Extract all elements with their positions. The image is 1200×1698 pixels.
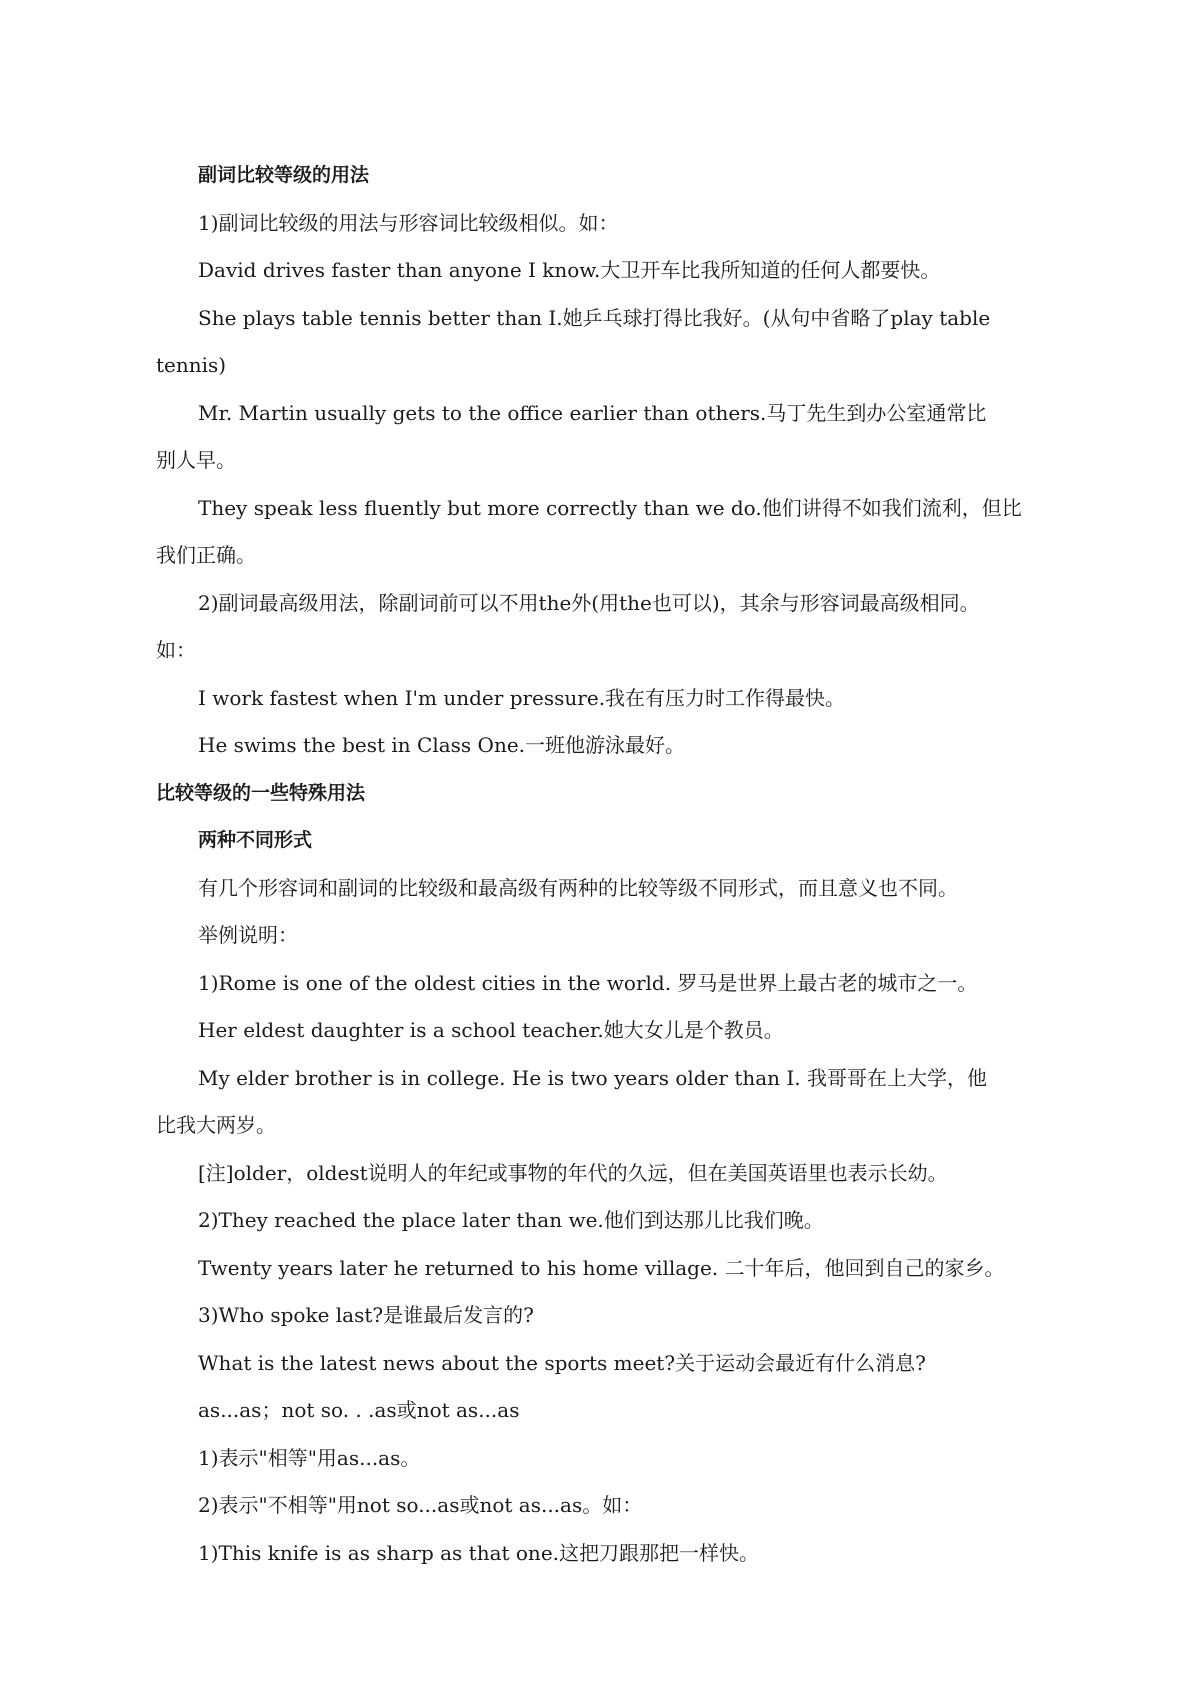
paragraph-line: 1)副词比较级的用法与形容词比较级相似。如： bbox=[198, 210, 619, 235]
example-line: 3)Who spoke last?是谁最后发言的? bbox=[198, 1303, 534, 1327]
paragraph-line: 2)表示"不相等"用not so...as或not as...as。如： bbox=[198, 1493, 643, 1517]
document-body bbox=[156, 152, 1056, 1577]
example-line: Twenty years later he returned to his home village. 二十年后，他回到自己的家乡。 bbox=[198, 1255, 1005, 1280]
paragraph-line-continued: 如： bbox=[156, 638, 196, 662]
subsection-heading-two-forms: 两种不同形式 bbox=[198, 829, 313, 851]
example-line: What is the latest news about the sports meet?关于运动会最近有什么消息? bbox=[198, 1350, 926, 1375]
example-line-continued: tennis) bbox=[156, 353, 227, 377]
example-line: 2)They reached the place later than we.他们到达那儿比我们晚。 bbox=[198, 1208, 824, 1232]
example-line: I work fastest when I'm under pressure.我在有压力时工作得最快。 bbox=[198, 685, 846, 710]
example-line: My elder brother is in college. He is two years older than I. 我哥哥在上大学，他 bbox=[198, 1065, 988, 1090]
example-line: They speak less fluently but more correctly than we do.他们讲得不如我们流利，但比 bbox=[198, 495, 1022, 520]
example-line: She plays table tennis better than I.她乒乓球打得比我好。(从句中省略了play table bbox=[198, 305, 991, 330]
example-line: David drives faster than anyone I know.大卫开车比我所知道的任何人都要快。 bbox=[198, 258, 941, 282]
example-line-continued: 我们正确。 bbox=[156, 543, 256, 567]
section-heading-special-usage: 比较等级的一些特殊用法 bbox=[156, 781, 366, 804]
example-line: He swims the best in Class One.一班他游泳最好。 bbox=[198, 733, 686, 757]
note-line: [注]older，oldest说明人的年纪或事物的年代的久远，但在美国英语里也表示长幼。 bbox=[198, 1160, 948, 1185]
paragraph-line: 2)副词最高级用法，除副词前可以不用the外(用the也可以)，其余与形容词最高级相同。 bbox=[198, 590, 980, 615]
paragraph-line: 举例说明： bbox=[198, 923, 298, 947]
example-line: Mr. Martin usually gets to the office earlier than others.马丁先生到办公室通常比 bbox=[198, 400, 987, 425]
example-line: 1)This knife is as sharp as that one.这把刀跟那把一样快。 bbox=[198, 1540, 760, 1565]
example-line: Her eldest daughter is a school teacher.她大女儿是个教员。 bbox=[198, 1018, 784, 1042]
paragraph-line: 有几个形容词和副词的比较级和最高级有两种的比较等级不同形式，而且意义也不同。 bbox=[198, 875, 958, 900]
example-line-continued: 比我大两岁。 bbox=[156, 1113, 276, 1137]
paragraph-line: 1)表示"相等"用as...as。 bbox=[198, 1445, 421, 1470]
section-heading-adverb-comparison: 副词比较等级的用法 bbox=[198, 164, 370, 186]
paragraph-line: as...as；not so. . .as或not as...as bbox=[198, 1398, 520, 1422]
example-line: 1)Rome is one of the oldest cities in the world. 罗马是世界上最古老的城市之一。 bbox=[198, 970, 978, 995]
example-line-continued: 别人早。 bbox=[156, 448, 236, 472]
